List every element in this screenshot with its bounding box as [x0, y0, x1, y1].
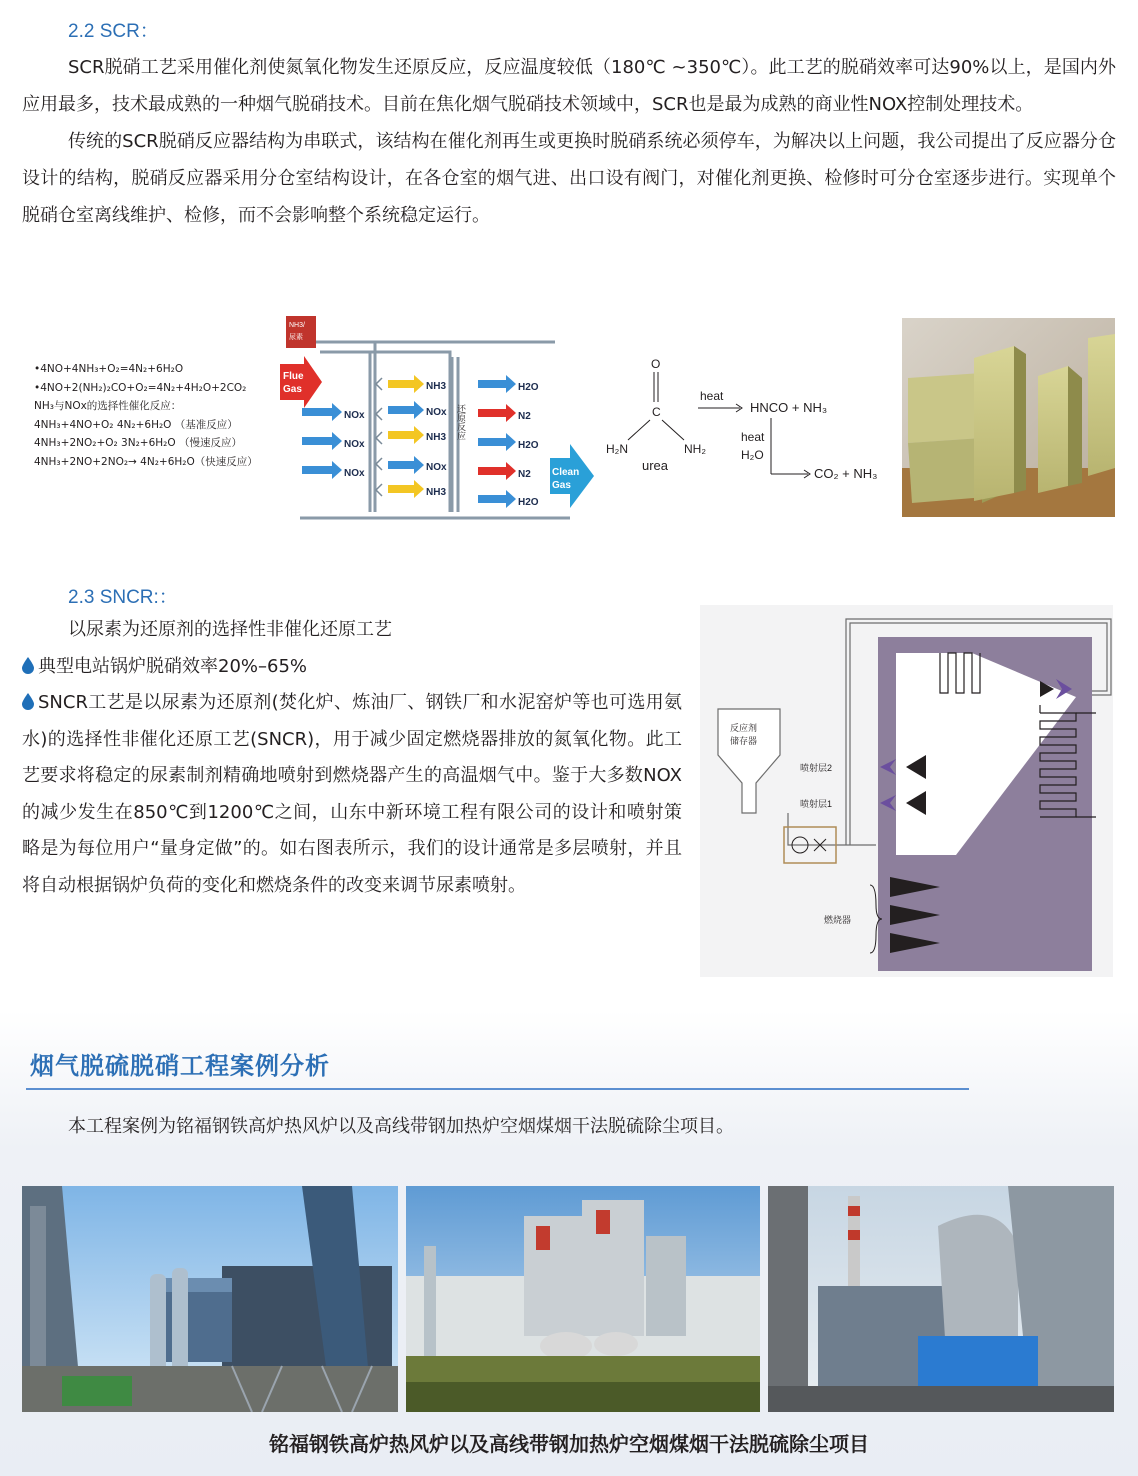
sncr-bullet-1 — [22, 649, 682, 686]
burner-label: 燃烧器 — [824, 915, 852, 925]
urea-decomposition-diagram — [600, 350, 895, 485]
water-drop-icon — [22, 693, 34, 710]
project-photo-1 — [22, 1186, 398, 1412]
product-co2: CO₂ + NH₃ — [814, 466, 878, 481]
sncr-bullet-text: SNCR工艺是以尿素为还原剂(焚化炉、炼油厂、钢铁厂和水泥窑炉等也可选用氨水)的选择性非催化还原工艺(SNCR)，用于减少固定燃烧器排放的氮氧化物。此工艺要求将稳定的尿素制剂精确地喷射到燃烧器产生的高温烟气中。鉴于大多数NOX的减少发生在850℃到1200℃之间，山东中新环境工程有限公司的设计和喷射策略是为每位用户“量身定做”的。如右图表所示，我们的设计通常是多层喷射，并且将自动根据锅炉负荷的变化和燃烧条件的改变来调节尿素喷射。 — [22, 692, 682, 896]
h2o-label: H2O — [518, 382, 539, 393]
equation-line: 4NH₃+2NO+2NO₂→ 4N₂+6H₂O（快速反应） — [34, 455, 258, 468]
project-photo-2 — [406, 1186, 760, 1412]
tank-label: 储存器 — [730, 736, 758, 746]
catalyst-photo — [902, 318, 1115, 517]
nh3-label: NH3 — [426, 381, 447, 392]
clean-gas-label: Gas — [552, 480, 571, 491]
oxygen-atom: O — [651, 357, 661, 371]
scr-flow-diagram — [280, 312, 598, 524]
scr-paragraph-1: SCR脱硝工艺采用催化剂使氮氧化物发生还原反应，反应温度较低（180℃ ~350℃）。此工艺的脱硝效率可达90%以上，是国内外应用最多，技术最成熟的一种烟气脱硝技术。目前在焦化烟气脱硝技术领域中，SCR也是最为成熟的商业性NOX控制处理技术。 — [22, 57, 1116, 115]
sncr-text — [22, 612, 682, 904]
amine-group: H₂N — [606, 442, 628, 456]
h2o-label: H2O — [518, 497, 539, 508]
equation-line: NH₃与NOx的选择性催化反应： — [34, 400, 182, 412]
nh3-label: NH3 — [426, 487, 447, 498]
flue-gas-label: Gas — [283, 384, 302, 395]
photo-caption: 铭福钢铁高炉热风炉以及高线带钢加热炉空烟煤烟干法脱硫除尘项目 — [269, 1432, 869, 1456]
project-photo-3 — [768, 1186, 1114, 1412]
scr-body — [22, 49, 1116, 234]
sncr-heading: 2.3 SNCR:： — [68, 587, 178, 608]
amine-group: NH₂ — [684, 442, 706, 456]
nox-label: NOx — [426, 407, 447, 418]
equation-line: 4NH₃+4NO+O₂ 4N₂+6H₂O （基准反应） — [34, 418, 238, 431]
clean-gas-label: Clean — [552, 467, 580, 478]
nox-label: NOx — [344, 439, 365, 450]
water-label: H₂O — [741, 448, 764, 462]
h2o-label: H2O — [518, 440, 539, 451]
tank-label: 反应剂 — [730, 723, 758, 733]
heat-label: heat — [741, 430, 765, 444]
nh3-label: NH3 — [426, 432, 447, 443]
injector-label: 尿素 — [289, 334, 303, 341]
nox-label: NOx — [344, 410, 365, 421]
reduction-reaction-label: 还原反应 — [456, 404, 466, 440]
injection-layer-3-label: 喷射层3 — [1000, 681, 1033, 691]
equation-line: 4NH₃+2NO₂+O₂ 3N₂+6H₂O （慢速反应） — [34, 437, 242, 449]
heat-label: heat — [700, 389, 724, 403]
flue-gas-label: Flue — [283, 371, 304, 382]
nox-label: NOx — [426, 462, 447, 473]
equation-line: •4NO+2(NH₂)₂CO+O₂=4N₂+4H₂O+2CO₂ — [34, 381, 247, 394]
title-divider — [26, 1088, 969, 1090]
equation-line: •4NO+4NH₃+O₂=4N₂+6H₂O — [34, 363, 184, 375]
injection-layer-2-label: 喷射层2 — [800, 763, 833, 773]
n2-label: N2 — [518, 411, 531, 422]
injection-layer-1-label: 喷射层1 — [800, 799, 833, 809]
product-hnco: HNCO + NH₃ — [750, 400, 828, 415]
sncr-bullet-2 — [22, 685, 682, 904]
n2-label: N2 — [518, 469, 531, 480]
case-intro: 本工程案例为铭福钢铁高炉热风炉以及高线带钢加热炉空烟煤烟干法脱硫除尘项目。 — [68, 1116, 734, 1137]
injector-label: NH3/ — [289, 322, 305, 329]
carbon-atom: C — [652, 405, 661, 419]
case-title: 烟气脱硫脱硝工程案例分析 — [30, 1052, 330, 1080]
nh3-injector-box — [286, 316, 316, 348]
sncr-boiler-diagram — [700, 605, 1113, 977]
sncr-intro: 以尿素为还原剂的选择性非催化还原工艺 — [68, 619, 392, 640]
scr-heading: 2.2 SCR： — [68, 21, 159, 42]
water-drop-icon — [22, 657, 34, 674]
urea-label: urea — [642, 458, 669, 473]
sncr-bullet-text: 典型电站锅炉脱硝效率20%–65% — [38, 655, 308, 677]
scr-equations — [34, 360, 258, 471]
scr-paragraph-2: 传统的SCR脱硝反应器结构为串联式，该结构在催化剂再生或更换时脱硝系统必须停车，为解决以上问题，我公司提出了反应器分仓设计的结构，脱硝反应器采用分仓室结构设计，在各仓室的烟气进、出口设有阀门，对催化剂更换、检修时可分仓室逐步进行。实现单个脱硝仓室离线维护、检修，而不会影响整个系统稳定运行。 — [22, 131, 1116, 226]
nox-label: NOx — [344, 468, 365, 479]
